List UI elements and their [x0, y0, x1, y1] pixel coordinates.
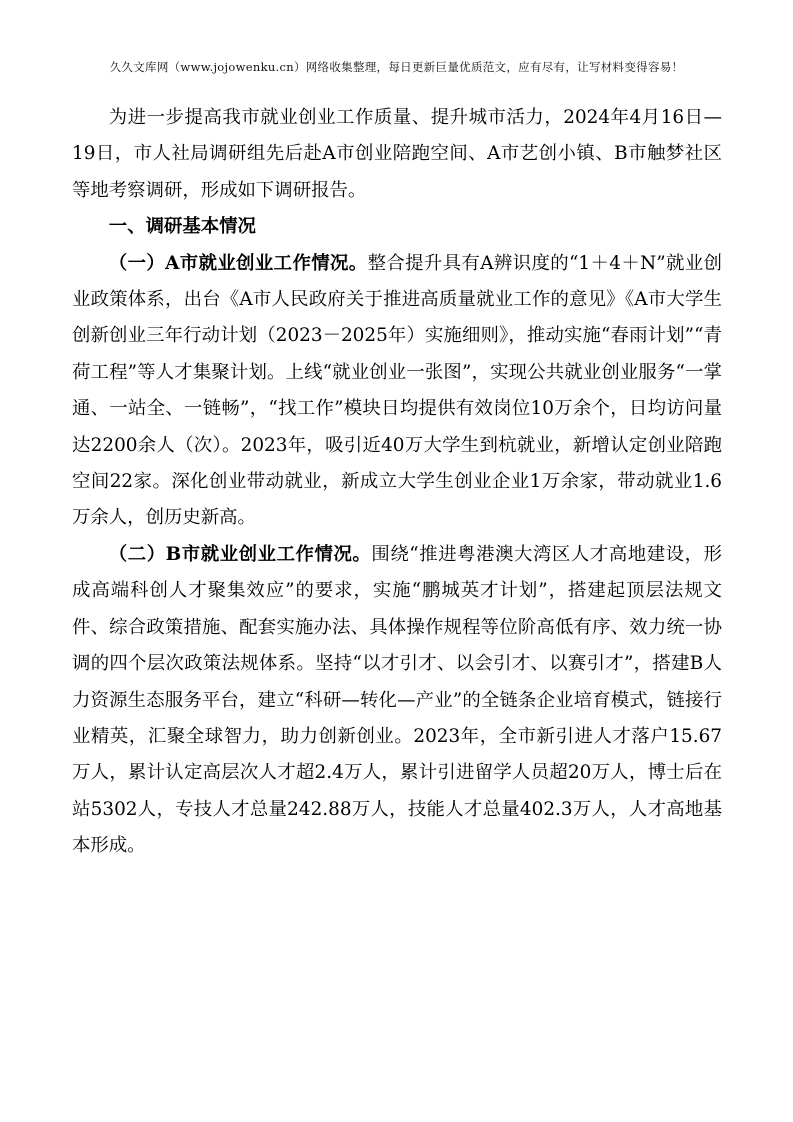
- intro-paragraph: 为进一步提高我市就业创业工作质量、提升城市活力，2024年4月16日—19日，市人社局调研组先后赴A市创业陪跑空间、A市艺创小镇、B市触梦社区等地考察调研，形成如下调研报告。: [72, 107, 722, 201]
- subsection-a-text: 整合提升具有A辨识度的“1＋4＋N”就业创业政策体系，出台《A市人民政府关于推进高质量就业工作的意见》《A市大学生创新创业三年行动计划（2023－2025年）实施细则》，推动实施“春雨计划”“青荷工程”等人才集聚计划。上线“就业创业一张图”，实现公共就业创业服务“一掌通、一站全、一链畅”，“找工作”模块日均提供有效岗位10万余个，日均访问量达2200余人（次）。2023年，吸引近40万大学生到杭就业，新增认定创业陪跑空间22家。深化创业带动就业，新成立大学生创业企业1万余家，带动就业1.6万余人，创历史新高。: [72, 252, 722, 529]
- document-body: [72, 100, 722, 865]
- header-note: 久久文库网（www.jojowenku.cn）网络收集整理，每日更新巨量优质范文，应有尽有，让写材料变得容易！: [109, 60, 684, 74]
- subsection-b-lead: （二）B市就业创业工作情况。: [108, 543, 372, 565]
- subsection-a-lead: （一）A市就业创业工作情况。: [108, 252, 368, 274]
- subsection-a-paragraph: [72, 246, 722, 537]
- subsection-b-paragraph: [72, 537, 722, 865]
- section-heading: 一、调研基本情况: [108, 216, 256, 238]
- subsection-b-text: 围绕“推进粤港澳大湾区人才高地建设，形成高端科创人才聚集效应”的要求，实施“鹏城英才计划”，搭建起顶层法规文件、综合政策措施、配套实施办法、具体操作规程等位阶高低有序、效力统一协调的四个层次政策法规体系。坚持“以才引才、以会引才、以赛引才”，搭建B人力资源生态服务平台，建立“科研—转化—产业”的全链条企业培育模式，链接行业精英，汇聚全球智力，助力创新创业。2023年，全市新引进人才落户15.67万人，累计认定高层次人才超2.4万人，累计引进留学人员超20万人，博士后在站5302人，专技人才总量242.88万人，技能人才总量402.3万人，人才高地基本形成。: [72, 543, 722, 857]
